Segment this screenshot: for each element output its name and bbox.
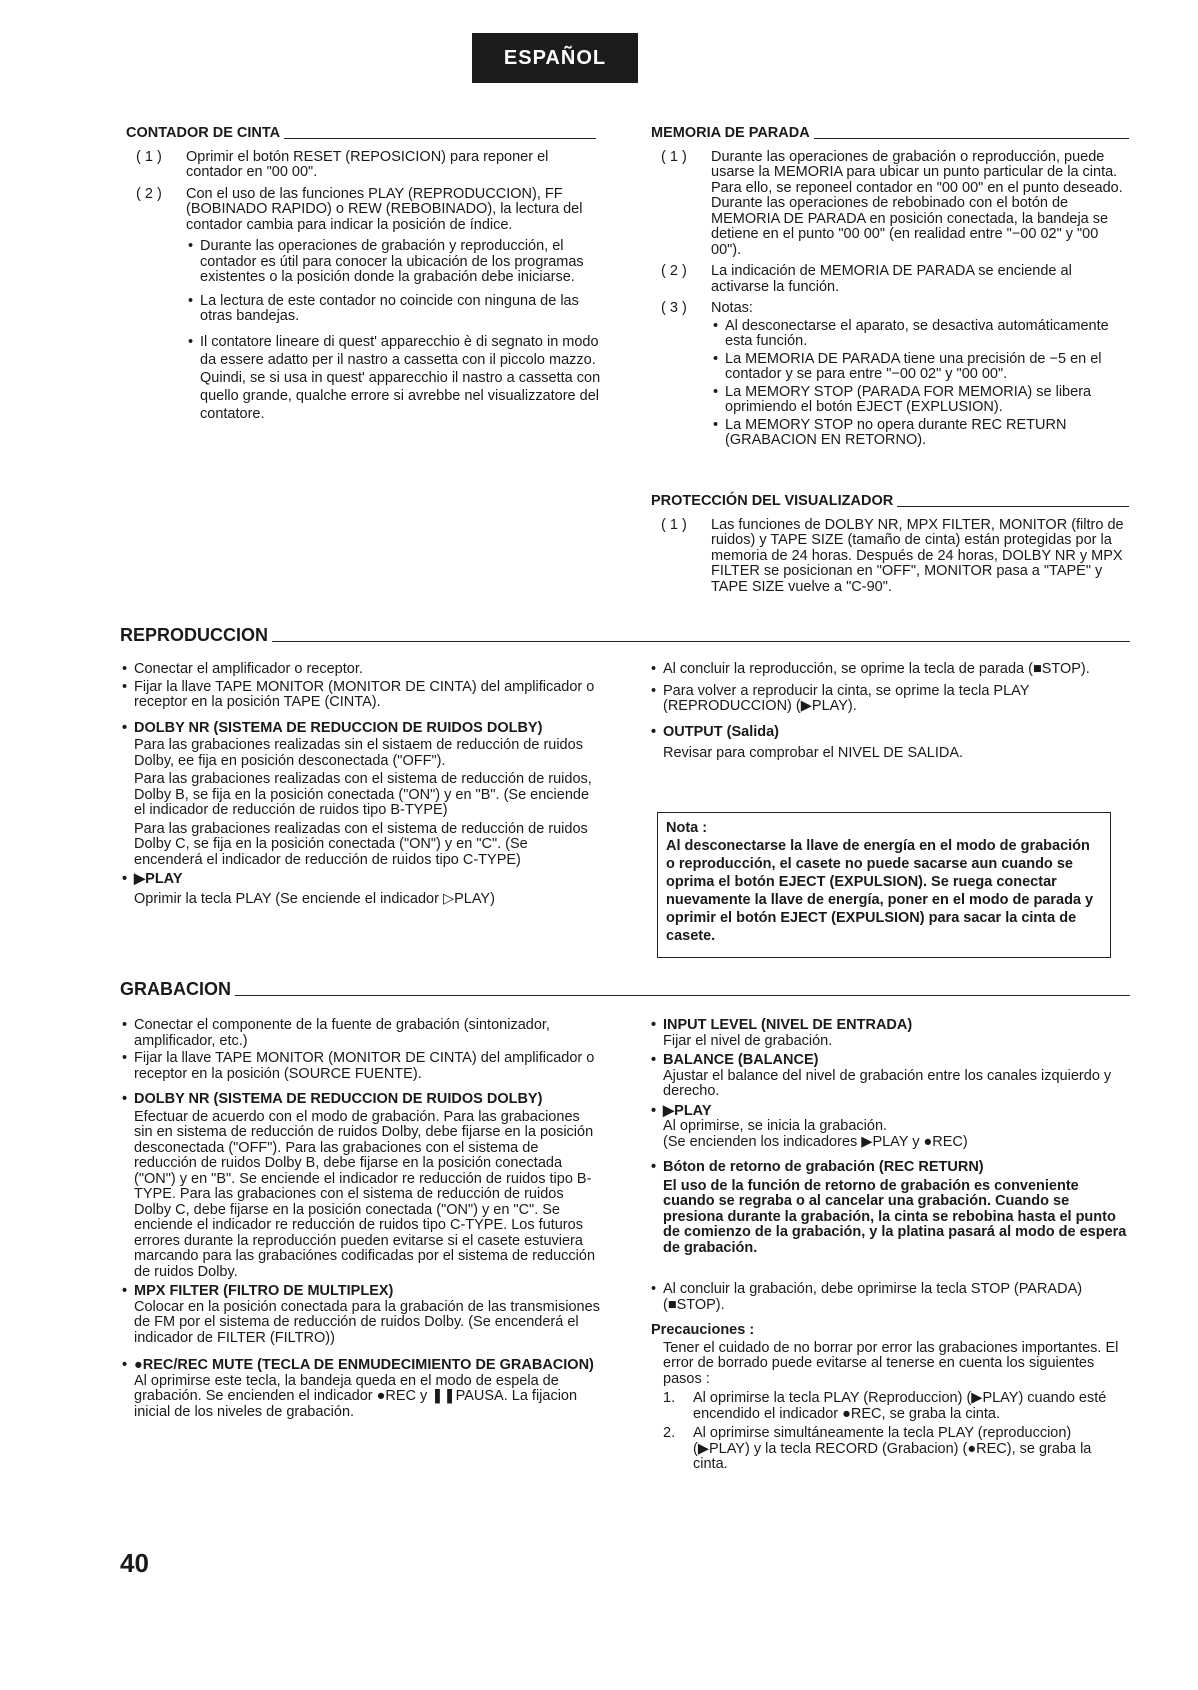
- page-number: 40: [120, 1548, 149, 1578]
- paragraph: (Se encienden los indicadores ▶PLAY y ●REC): [663, 1133, 968, 1150]
- bullet-item: • La lectura de este contador no coincide con ninguna de las otras bandejas.: [188, 292, 579, 324]
- bullet-item: • Al concluir la grabación, debe oprimirse la tecla STOP (PARADA) (■STOP).: [651, 1281, 1083, 1313]
- paragraph: Para las grabaciones realizadas con el sistema de reducción de ruidos, Dolby B, se fija en la posición conectada ("ON") y en "B". (Se enciende el indicador de reducción de ruidos tipo B-TYPE): [134, 771, 592, 818]
- grabacion-left: [122, 1018, 600, 1420]
- contador-heading: CONTADOR DE CINTA: [126, 126, 596, 142]
- bullet-item: • Al concluir la reproducción, se oprime la tecla de parada (■STOP).: [651, 661, 1090, 677]
- bullet-item: • La MEMORIA DE PARADA tiene una precisión de −5 en el contador y se para entre "−00 02" y "00 00".: [713, 350, 1102, 382]
- bullet-item: • INPUT LEVEL (NIVEL DE ENTRADA): [651, 1017, 913, 1033]
- paragraph: Colocar en la posición conectada para la grabación de las transmisiones de FM por el sistema de reducción de ruidos Dolby. (Se encenderá el indicador de FILTER (FILTRO)): [134, 1298, 600, 1346]
- bullet-item: • ▶PLAY: [651, 1102, 712, 1119]
- paragraph: Oprimir la tecla PLAY (Se enciende el indicador ▷PLAY): [134, 890, 495, 907]
- paragraph: El uso de la función de retorno de grabación es conveniente cuando se regraba o al cancelar una grabación. Cuando se presiona durante la grabación, la cinta se rebobina hasta el punto de comienzo de la grabación, y la platina pasará al modo de espera de grabación.: [663, 1177, 1127, 1256]
- bullet-item: • La MEMORY STOP (PARADA FOR MEMORIA) se libera oprimiendo el botón EJECT (EXPLUSION).: [713, 383, 1092, 415]
- bullet-item: • Fijar la llave TAPE MONITOR (MONITOR DE CINTA) del amplificador o receptor en la posición (SOURCE FUENTE).: [122, 1050, 595, 1082]
- bullet-item: • BALANCE (BALANCE): [651, 1052, 819, 1068]
- bullet-item: • Conectar el amplificador o receptor.: [122, 661, 363, 677]
- precauciones-title: Precauciones :: [651, 1322, 755, 1338]
- list-item: 1. Al oprimirse la tecla PLAY (Reproduccion) (▶PLAY) cuando esté encendido el indicador ●REC, se graba la cinta.: [663, 1390, 1107, 1422]
- grabacion-right: [651, 1018, 1129, 1479]
- reproduccion-heading: REPRODUCCION: [120, 625, 1130, 646]
- paragraph: Al oprimirse este tecla, la bandeja queda en el modo de espela de grabación. Se encienden el indicador ●REC y ❚❚PAUSA. La fijacion inicial de los niveles de grabación.: [134, 1372, 578, 1420]
- bullet-item: • MPX FILTER (FILTRO DE MULTIPLEX): [122, 1283, 394, 1299]
- bullet-item: • ▶PLAY: [122, 871, 183, 887]
- paragraph: Para las grabaciones realizadas con el sistema de reducción de ruidos Dolby C, se fija en la posición conectada ("ON") y en "C". (Se encenderá el indicador de reducción de ruidos tipo C-TYPE): [134, 820, 588, 868]
- language-badge: ESPAÑOL: [472, 33, 638, 83]
- paragraph: Revisar para comprobar el NIVEL DE SALIDA.: [663, 745, 964, 761]
- note-box: [657, 812, 1111, 958]
- bullet-item: • OUTPUT (Salida): [651, 723, 780, 740]
- memoria-heading: MEMORIA DE PARADA: [651, 126, 1129, 142]
- paragraph: Ajustar el balance del nivel de grabación entre los canales izquierdo y derecho.: [663, 1067, 1112, 1099]
- proteccion-heading: PROTECCIÓN DEL VISUALIZADOR: [651, 494, 1129, 510]
- list-item: ( 2 ) Con el uso de las funciones PLAY (REPRODUCCION), FF (BOBINADO RAPIDO) o REW (REBOBINADO), la lectura del contador cambia para indicar la posición de índice.: [136, 185, 583, 233]
- bullet-item: • Conectar el componente de la fuente de grabación (sintonizador, amplificador, etc.): [122, 1017, 550, 1049]
- reproduccion-right: [651, 662, 1129, 762]
- list-item: ( 1 ) Durante las operaciones de grabación o reproducción, puede usarse la MEMORIA para ubicar un punto particular de la cinta. Para ello, se reponeel contador en "00 00" en el punto deseado. Durante las operaciones de rebobinado con el botón de MEMORIA DE PARADA en posición conectada, la bandeja se detiene en el punto "00 00" (en realidad entre "−00 02" y "00 00").: [661, 148, 1123, 258]
- list-item: ( 3 ) Notas:: [661, 300, 753, 316]
- bullet-item: • ●REC/REC MUTE (TECLA DE ENMUDECIMIENTO DE GRABACION): [122, 1357, 594, 1373]
- note-title: Nota :: [666, 820, 708, 836]
- bullet-item: • Para volver a reproducir la cinta, se oprime la tecla PLAY (REPRODUCCION) (▶PLAY).: [651, 682, 1030, 714]
- reproduccion-left: [122, 662, 600, 907]
- list-item: ( 1 ) Las funciones de DOLBY NR, MPX FILTER, MONITOR (filtro de ruidos) y TAPE SIZE (tamaño de cinta) están protegidas por la memoria de 24 horas. Después de 24 horas, DOLBY NR y MPX FILTER se posicionan en "OFF", MONITOR pasa a "TAPE" y TAPE SIZE vuelve a "C-90".: [661, 516, 1124, 595]
- bullet-item: • La MEMORY STOP no opera durante REC RETURN (GRABACION EN RETORNO).: [713, 416, 1067, 448]
- paragraph: Para las grabaciones realizadas sin el sistaem de reducción de ruidos Dolby, ee fija en posición desconectada ("OFF").: [134, 737, 583, 769]
- paragraph: Fijar el nivel de grabación.: [663, 1032, 833, 1049]
- bullet-item: • Bóton de retorno de grabación (REC RETURN): [651, 1159, 984, 1175]
- memoria-section: [651, 126, 1129, 449]
- note-text: Al desconectarse la llave de energía en el modo de grabación o reproducción, el casete no puede sacarse aun cuando se oprima el botón EJECT (EXPULSION). Se ruega conectar nuevamente la llave de energía, poner en el modo de parada y oprimir el botón EJECT (EXPULSION) para sacar la cinta de casete.: [666, 838, 1094, 944]
- bullet-item: • DOLBY NR (SISTEMA DE REDUCCION DE RUIDOS DOLBY): [122, 1091, 543, 1107]
- proteccion-section: [651, 494, 1129, 601]
- list-item: ( 2 ) La indicación de MEMORIA DE PARADA se enciende al activarse la función.: [661, 263, 1072, 295]
- bullet-item: • Al desconectarse el aparato, se desactiva automáticamente esta función.: [713, 317, 1109, 349]
- list-item: ( 1 ) Oprimir el botón RESET (REPOSICION) para reponer el contador en "00 00".: [136, 148, 549, 180]
- contador-section: [126, 126, 601, 423]
- list-item: 2. Al oprimirse simultáneamente la tecla PLAY (reproduccion) (▶PLAY) y la tecla RECORD (Grabacion) (●REC), se graba la cinta.: [663, 1425, 1092, 1472]
- bullet-item: • Durante las operaciones de grabación y reproducción, el contador es útil para conocer la ubicación de los programas existentes o la posición donde la grabación debe iniciarse.: [188, 238, 584, 285]
- bullet-item: • DOLBY NR (SISTEMA DE REDUCCION DE RUIDOS DOLBY): [122, 719, 543, 736]
- grabacion-heading: GRABACION: [120, 979, 1130, 1000]
- paragraph: Efectuar de acuerdo con el modo de grabación. Para las grabaciones sin en sistema de reducción de ruidos Dolby, debe fijarse en la posición desconectada ("OFF"). Para las grabaciones con el sistema de reducción de ruidos Dolby B, debe fijarse en la posición conectada ("ON") y en "B". Se enciende el indicador re reducción de ruidos tipo B-TYPE. Para las grabaciones con el sistema de reducción de ruidos Dolby C, debe fijarse en la posición conectada ("ON") y en "C". Se enciende el indicador re reducción de ruidos tipo C-TYPE. Los futuros errores durante la reproducción pueden evitarse si el casete estuviera marcando para las grabaciónes codificadas por el sistema de reducción de ruidos Dolby.: [134, 1108, 596, 1280]
- paragraph: Tener el cuidado de no borrar por error las grabaciones importantes. El error de borrado puede evitarse al tenerse en cuenta los siguientes pasos :: [663, 1339, 1119, 1387]
- bullet-item: • Il contatore lineare di quest' apparecchio è di segnato in modo da essere adatto per il nastro a cassetta con il piccolo mazzo. Quindi, se si usa in quest' apparecchio il nastro a cassetta con quello grande, qualche errore si avrebbe nel visualizzatore del contatore.: [188, 333, 601, 422]
- bullet-item: • Fijar la llave TAPE MONITOR (MONITOR DE CINTA) del amplificador o receptor en la posición TAPE (CINTA).: [122, 678, 595, 710]
- paragraph: Al oprimirse, se inicia la grabación.: [663, 1118, 888, 1134]
